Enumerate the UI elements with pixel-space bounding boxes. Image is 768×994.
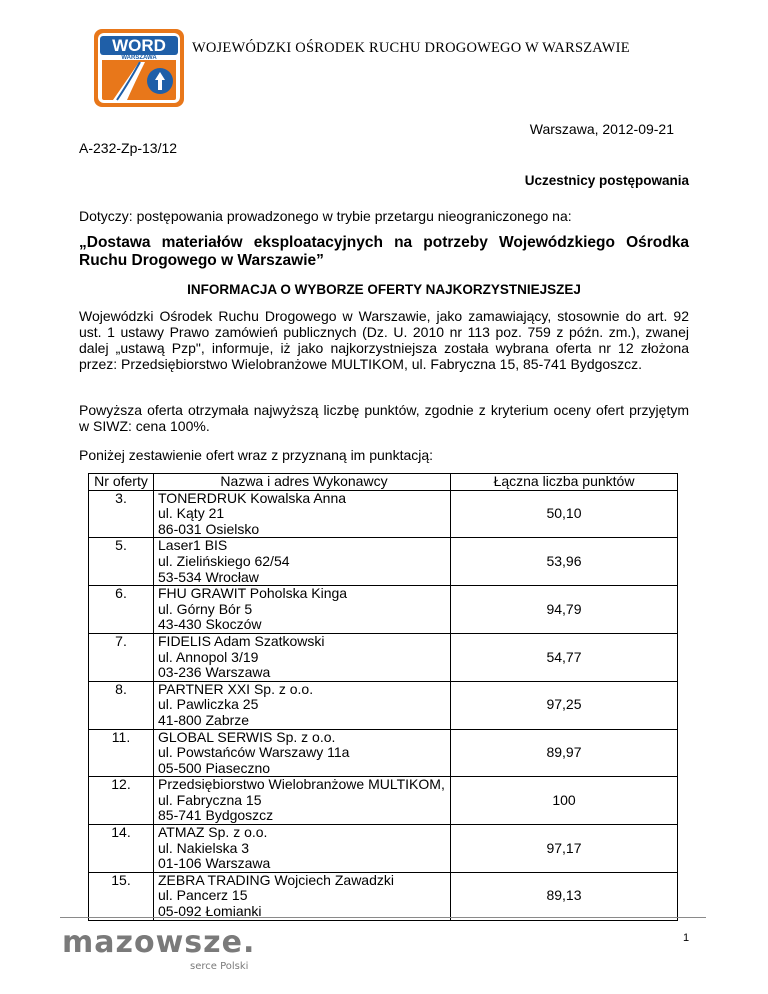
contractor-city: 01-106 Warszawa (158, 855, 271, 872)
points-cell: 53,96 (451, 538, 678, 586)
contractor-name: FIDELIS Adam Szatkowski (158, 632, 325, 649)
offer-number: 3. (89, 490, 154, 538)
table-row (89, 729, 678, 777)
header-points: Łączna liczba punktów (451, 474, 678, 491)
contractor-street: ul. Pawliczka 25 (158, 696, 259, 713)
contractor-city: 53-534 Wrocław (158, 568, 259, 585)
subject-line: Dotyczy: postępowania prowadzonego w trybie przetargu nieograniczonego na: (79, 208, 572, 224)
contractor-street: ul. Fabryczna 15 (158, 791, 262, 808)
contractor-name: PARTNER XXI Sp. z o.o. (158, 680, 314, 697)
table-row (89, 681, 678, 729)
points-cell: 89,13 (451, 872, 678, 920)
mazowsze-logo (60, 922, 270, 976)
contractor-cell (154, 825, 451, 873)
organization-name: WOJEWÓDZKI OŚRODEK RUCHU DROGOWEGO W WARSZAWIE (192, 40, 630, 56)
logo-city-text: WARSZAWA (121, 55, 157, 61)
table-row (89, 777, 678, 825)
contractor-street: ul. Pancerz 15 (158, 887, 248, 904)
points-cell: 50,10 (451, 490, 678, 538)
contractor-street: ul. Annopol 3/19 (158, 648, 259, 665)
points-cell: 54,77 (451, 633, 678, 681)
contractor-cell (154, 681, 451, 729)
mazowsze-tagline: serce Polski (190, 961, 249, 972)
points-cell: 97,17 (451, 825, 678, 873)
contractor-name: Laser1 BIS (158, 537, 228, 554)
offer-number: 14. (89, 825, 154, 873)
contractor-street: ul. Powstańców Warszawy 11a (158, 744, 350, 761)
notice-heading: INFORMACJA O WYBORZE OFERTY NAJKORZYSTNIEJSZEJ (187, 282, 581, 297)
mazowsze-logo-text: mazowsze. (62, 925, 256, 960)
table-row (89, 538, 678, 586)
table-row (89, 586, 678, 634)
offers-table (88, 473, 678, 921)
contractor-cell (154, 777, 451, 825)
contractor-name: TONERDRUK Kowalska Anna (158, 489, 347, 506)
offer-number: 12. (89, 777, 154, 825)
contractor-city: 41-800 Zabrze (158, 711, 250, 728)
paragraph-criteria: Powyższa oferta otrzymała najwyższą liczbę punktów, zgodnie z kryterium oceny ofert przyjętym w SIWZ: cena 100%. (79, 402, 689, 434)
contractor-city: 05-092 Łomianki (158, 903, 262, 920)
contractor-city: 85-741 Bydgoszcz (158, 807, 274, 824)
offer-number: 7. (89, 633, 154, 681)
recipients: Uczestnicy postępowania (524, 173, 689, 188)
tender-title: „Dostawa materiałów eksploatacyjnych na potrzeby Wojewódzkiego Ośrodka Ruchu Drogowego w Warszawie” (79, 234, 689, 269)
contractor-city: 05-500 Piaseczno (158, 759, 271, 776)
contractor-cell (154, 729, 451, 777)
logo-word-text: WORD (112, 36, 166, 55)
contractor-city: 43-430 Skoczów (158, 616, 262, 633)
contractor-street: ul. Zielińskiego 62/54 (158, 552, 290, 569)
offer-number: 5. (89, 538, 154, 586)
points-cell: 94,79 (451, 586, 678, 634)
points-cell: 97,25 (451, 681, 678, 729)
reference-number: A-232-Zp-13/12 (79, 140, 178, 156)
contractor-cell (154, 586, 451, 634)
offer-number: 8. (89, 681, 154, 729)
contractor-cell (154, 633, 451, 681)
contractor-street: ul. Górny Bór 5 (158, 600, 253, 617)
points-cell: 89,97 (451, 729, 678, 777)
contractor-name: ATMAZ Sp. z o.o. (158, 824, 268, 841)
contractor-cell (154, 490, 451, 538)
page-number: 1 (683, 932, 690, 944)
offer-number: 6. (89, 586, 154, 634)
table-header-row (89, 474, 678, 491)
contractor-city: 86-031 Osielsko (158, 520, 260, 537)
table-row (89, 825, 678, 873)
contractor-cell (154, 872, 451, 920)
footer-divider (60, 917, 706, 918)
table-row (89, 490, 678, 538)
word-logo (93, 28, 185, 108)
contractor-name: FHU GRAWIT Poholska Kinga (158, 585, 348, 602)
paragraph-selection: Wojewódzki Ośrodek Ruchu Drogowego w Warszawie, jako zamawiający, stosownie do art. 92 ust. 1 ustawy Prawo zamówień publicznych (Dz. U. 2010 nr 113 poz. 759 z późn. zm.), zwanej dalej „ustawą Pzp", informuje, iż jako najkorzystniejsza została wybrana oferta nr 12 złożona przez: Przedsiębiorstwo Wielobranżowe MULTIKOM, ul. Fabryczna 15, 85-741 Bydgoszcz. (79, 308, 689, 372)
contractor-cell (154, 538, 451, 586)
header-contractor: Nazwa i adres Wykonawcy (154, 474, 451, 491)
table-row (89, 872, 678, 920)
list-intro: Poniżej zestawienie ofert wraz z przyznaną im punktacją: (79, 447, 434, 463)
offer-number: 11. (89, 729, 154, 777)
contractor-name: ZEBRA TRADING Wojciech Zawadzki (158, 871, 394, 888)
offer-number: 15. (89, 872, 154, 920)
contractor-name: GLOBAL SERWIS Sp. z o.o. (158, 728, 336, 745)
points-cell: 100 (451, 777, 678, 825)
contractor-street: ul. Kąty 21 (158, 505, 225, 522)
letter-date: Warszawa, 2012-09-21 (529, 121, 674, 137)
contractor-street: ul. Nakielska 3 (158, 839, 250, 856)
contractor-city: 03-236 Warszawa (158, 664, 271, 681)
contractor-name: Przedsiębiorstwo Wielobranżowe MULTIKOM, (158, 776, 445, 793)
table-row (89, 633, 678, 681)
header-offer-number: Nr oferty (89, 474, 154, 491)
